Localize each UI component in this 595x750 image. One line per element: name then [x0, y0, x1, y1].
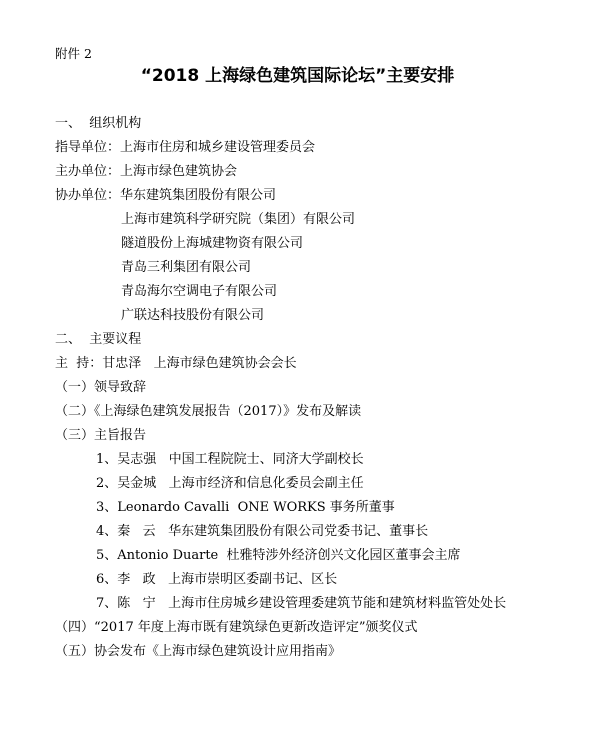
agenda-item: （二）《上海绿色建筑发展报告（2017）》发布及解读	[55, 404, 362, 419]
speaker-item: 7、陈 宁 上海市住房城乡建设管理委建筑节能和建筑材料监管处处长	[96, 596, 507, 611]
co-organizer-item: 上海市建筑科学研究院（集团）有限公司	[121, 212, 356, 227]
speaker-item: 2、吴金城 上海市经济和信息化委员会副主任	[96, 476, 364, 491]
speaker-item: 4、秦 云 华东建筑集团股份有限公司党委书记、董事长	[96, 524, 429, 539]
co-organizer-item: 广联达科技股份有限公司	[121, 308, 265, 323]
chair-line: 主 持：甘忠泽 上海市绿色建筑协会会长	[55, 356, 297, 371]
host-unit: 主办单位：上海市绿色建筑协会	[55, 164, 238, 179]
speaker-item: 6、李 政 上海市崇明区委副书记、区长	[96, 572, 338, 587]
document-title: “2018 上海绿色建筑国际论坛”主要安排	[140, 66, 455, 86]
agenda-item: （三）主旨报告	[55, 428, 147, 443]
guide-unit: 指导单位：上海市住房和城乡建设管理委员会	[55, 140, 316, 155]
co-organizer-item: 青岛三利集团有限公司	[121, 260, 252, 275]
agenda-item: （五）协会发布《上海市绿色建筑设计应用指南》	[55, 644, 342, 659]
section-heading-organization: 一、 组织机构	[55, 116, 142, 131]
speaker-item: 1、吴志强 中国工程院院士、同济大学副校长	[96, 452, 364, 467]
attachment-label: 附件 2	[55, 46, 92, 61]
co-organizer-item: 青岛海尔空调电子有限公司	[121, 284, 278, 299]
agenda-item: （四）“2017 年度上海市既有建筑绿色更新改造评定”颁奖仪式	[55, 620, 418, 635]
agenda-item: （一）领导致辞	[55, 380, 147, 395]
speaker-item: 5、Antonio Duarte 杜雅特涉外经济创兴文化园区董事会主席	[96, 548, 461, 563]
co-organizer-item: 隧道股份上海城建物资有限公司	[121, 236, 304, 251]
speaker-item: 3、Leonardo Cavalli ONE WORKS 事务所董事	[96, 500, 395, 515]
co-organizer-label: 协办单位：华东建筑集团股份有限公司	[55, 188, 277, 203]
section-heading-agenda: 二、 主要议程	[55, 332, 142, 347]
